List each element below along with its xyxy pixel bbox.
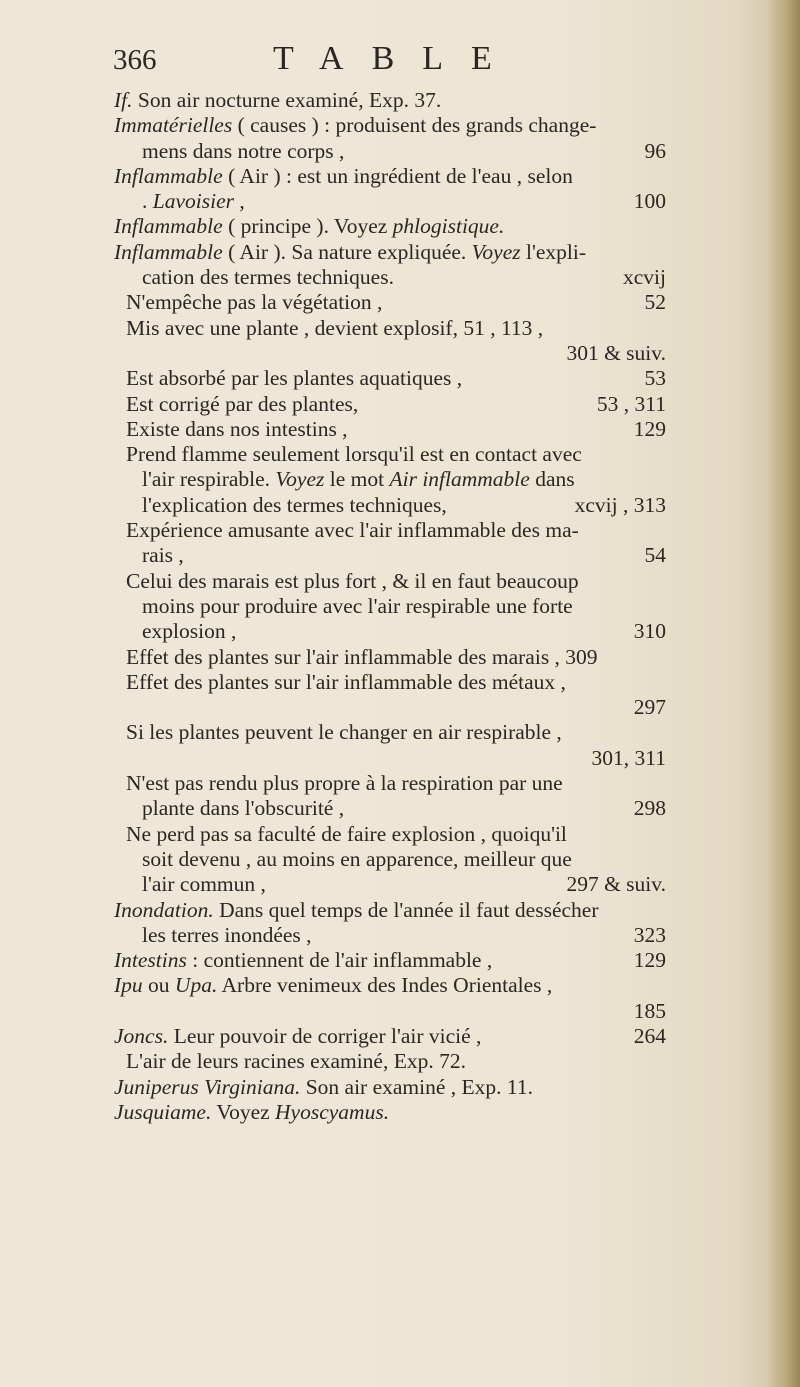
index-text: le mot xyxy=(324,467,390,492)
index-line xyxy=(114,619,666,644)
index-text: Expérience amusante avec l'air inflammable des ma- xyxy=(126,518,579,543)
index-text: rais , xyxy=(142,543,184,568)
index-line xyxy=(114,1100,666,1125)
index-text: Est absorbé par les plantes aquatiques , xyxy=(126,366,463,391)
index-line xyxy=(114,847,666,872)
index-text: soit devenu , au moins en apparence, meilleur que xyxy=(142,846,572,871)
index-line xyxy=(114,898,666,923)
index-line xyxy=(114,240,666,265)
index-text: Mis avec une plante , devient explosif, 51 , 113 , xyxy=(126,315,544,340)
index-term: phlogistique. xyxy=(392,214,505,239)
index-line xyxy=(114,88,666,113)
index-line xyxy=(114,1024,666,1049)
index-line xyxy=(114,695,666,720)
index-text: l'explication des termes techniques, xyxy=(142,492,447,517)
index-term: Lavoisier xyxy=(152,189,234,214)
page-reference: 53 , 311 xyxy=(596,391,666,416)
index-line xyxy=(114,113,666,138)
index-line xyxy=(114,265,666,290)
index-term: Voyez xyxy=(471,239,521,264)
index-text: Celui des marais est plus fort , & il en faut beaucoup xyxy=(126,568,579,593)
index-text: plante dans l'obscurité , xyxy=(142,796,345,821)
index-text: ou xyxy=(142,973,175,998)
page-reference: 298 xyxy=(633,796,666,821)
page-reference: 301, 311 xyxy=(591,745,666,770)
index-line xyxy=(114,923,666,948)
index-line xyxy=(114,467,666,492)
index-text: L'air de leurs racines examiné, Exp. 72. xyxy=(126,1049,466,1074)
index-text: Voyez xyxy=(211,1099,276,1124)
index-text: Effet des plantes sur l'air inflammable des métaux , xyxy=(126,669,566,694)
running-title: TABLE xyxy=(273,40,520,77)
index-term: Juniperus Virginiana. xyxy=(114,1074,301,1099)
index-line xyxy=(114,645,666,670)
index-line xyxy=(114,493,666,518)
index-term: Upa. xyxy=(174,973,218,998)
index-text: Ne perd pas sa faculté de faire explosion , quoiqu'il xyxy=(126,821,567,846)
index-line xyxy=(114,670,666,695)
index-term: Inflammable xyxy=(114,214,223,239)
page-reference: 96 xyxy=(644,138,666,163)
page-header xyxy=(113,40,673,84)
index-line xyxy=(114,366,666,391)
index-text: Arbre venimeux des Indes Orientales , xyxy=(217,973,553,998)
page-reference: xcvij , 313 xyxy=(574,492,666,517)
page-reference: 129 xyxy=(633,948,666,973)
index-line xyxy=(114,720,666,745)
index-text: . xyxy=(142,189,153,214)
page-reference: 297 & suiv. xyxy=(566,872,666,897)
page-reference: 297 xyxy=(633,695,666,720)
page-number: 366 xyxy=(113,44,157,76)
index-text: Dans quel temps de l'année il faut dessécher xyxy=(213,897,599,922)
index-term: Hyoscyamus. xyxy=(275,1099,390,1124)
index-text: ( causes ) : produisent des grands change- xyxy=(232,113,597,138)
index-text: ( principe ). Voyez xyxy=(222,214,393,239)
index-text: N'empêche pas la végétation , xyxy=(126,290,383,315)
index-text: Prend flamme seulement lorsqu'il est en contact avec xyxy=(126,442,582,467)
index-line xyxy=(114,164,666,189)
index-line xyxy=(114,771,666,796)
index-line xyxy=(114,594,666,619)
index-line xyxy=(114,872,666,897)
index-text: moins pour produire avec l'air respirable une forte xyxy=(142,593,573,618)
index-text: Effet des plantes sur l'air inflammable des marais , 309 xyxy=(126,644,598,669)
index-term: Inflammable xyxy=(114,239,223,264)
index-text: cation des termes techniques. xyxy=(142,265,394,290)
index-line xyxy=(114,1049,666,1074)
index-text: , xyxy=(233,189,245,214)
index-line xyxy=(114,796,666,821)
index-line xyxy=(114,822,666,847)
page-reference: 53 xyxy=(644,366,666,391)
index-line xyxy=(114,417,666,442)
index-term: Intestins xyxy=(114,948,187,973)
page-reference: 185 xyxy=(633,998,666,1023)
index-text: Leur pouvoir de corriger l'air vicié , xyxy=(168,1023,482,1048)
index-term: Ipu xyxy=(114,973,143,998)
index-term: Inondation. xyxy=(114,897,214,922)
index-line xyxy=(114,214,666,239)
index-line xyxy=(114,189,666,214)
page-reference: 264 xyxy=(633,1023,666,1048)
index-text: Son air examiné , Exp. 11. xyxy=(300,1074,533,1099)
index-term: Immatérielles xyxy=(114,113,233,138)
index-text: Est corrigé par des plantes, xyxy=(126,391,359,416)
index-text: l'expli- xyxy=(520,239,586,264)
index-text: ( Air ) : est un ingrédient de l'eau , selon xyxy=(222,163,573,188)
index-term: Air inflammable xyxy=(389,467,530,492)
index-text: dans xyxy=(529,467,575,492)
index-text: mens dans notre corps , xyxy=(142,138,345,163)
index-line xyxy=(114,569,666,594)
index-text: l'air respirable. xyxy=(142,467,276,492)
page-reference: xcvij xyxy=(623,265,666,290)
index-line xyxy=(114,948,666,973)
index-line xyxy=(114,973,666,998)
index-text: N'est pas rendu plus propre à la respiration par une xyxy=(126,771,563,796)
index-text: Existe dans nos intestins , xyxy=(126,416,348,441)
index-line xyxy=(114,341,666,366)
index-line xyxy=(114,290,666,315)
page-reference: 129 xyxy=(633,416,666,441)
index-term: Inflammable xyxy=(114,163,223,188)
index-line xyxy=(114,1075,666,1100)
index-line xyxy=(114,518,666,543)
index-text: les terres inondées , xyxy=(142,922,312,947)
page-reference: 301 & suiv. xyxy=(566,340,666,365)
index-line xyxy=(114,999,666,1024)
index-term: Voyez xyxy=(275,467,325,492)
index-text: ( Air ). Sa nature expliquée. xyxy=(222,239,472,264)
page-reference: 310 xyxy=(633,619,666,644)
index-line xyxy=(114,392,666,417)
index-text: : contiennent de l'air inflammable , xyxy=(186,948,493,973)
index-text: Son air nocturne examiné, Exp. 37. xyxy=(132,88,442,112)
index-text: explosion , xyxy=(142,619,237,644)
page-reference: 100 xyxy=(633,189,666,214)
index-line xyxy=(114,139,666,164)
index-term: Joncs. xyxy=(114,1023,169,1048)
page-reference: 323 xyxy=(633,922,666,947)
index-entries xyxy=(114,88,666,1125)
index-text: Si les plantes peuvent le changer en air respirable , xyxy=(126,720,562,745)
page-reference: 52 xyxy=(644,290,666,315)
index-text: l'air commun , xyxy=(142,872,266,897)
index-term: Jusquiame. xyxy=(114,1099,212,1124)
page-reference: 54 xyxy=(644,543,666,568)
index-line xyxy=(114,316,666,341)
index-term: If. xyxy=(114,88,133,112)
index-line xyxy=(114,746,666,771)
page-edge-shadow xyxy=(766,0,800,1387)
index-line xyxy=(114,543,666,568)
index-line xyxy=(114,442,666,467)
